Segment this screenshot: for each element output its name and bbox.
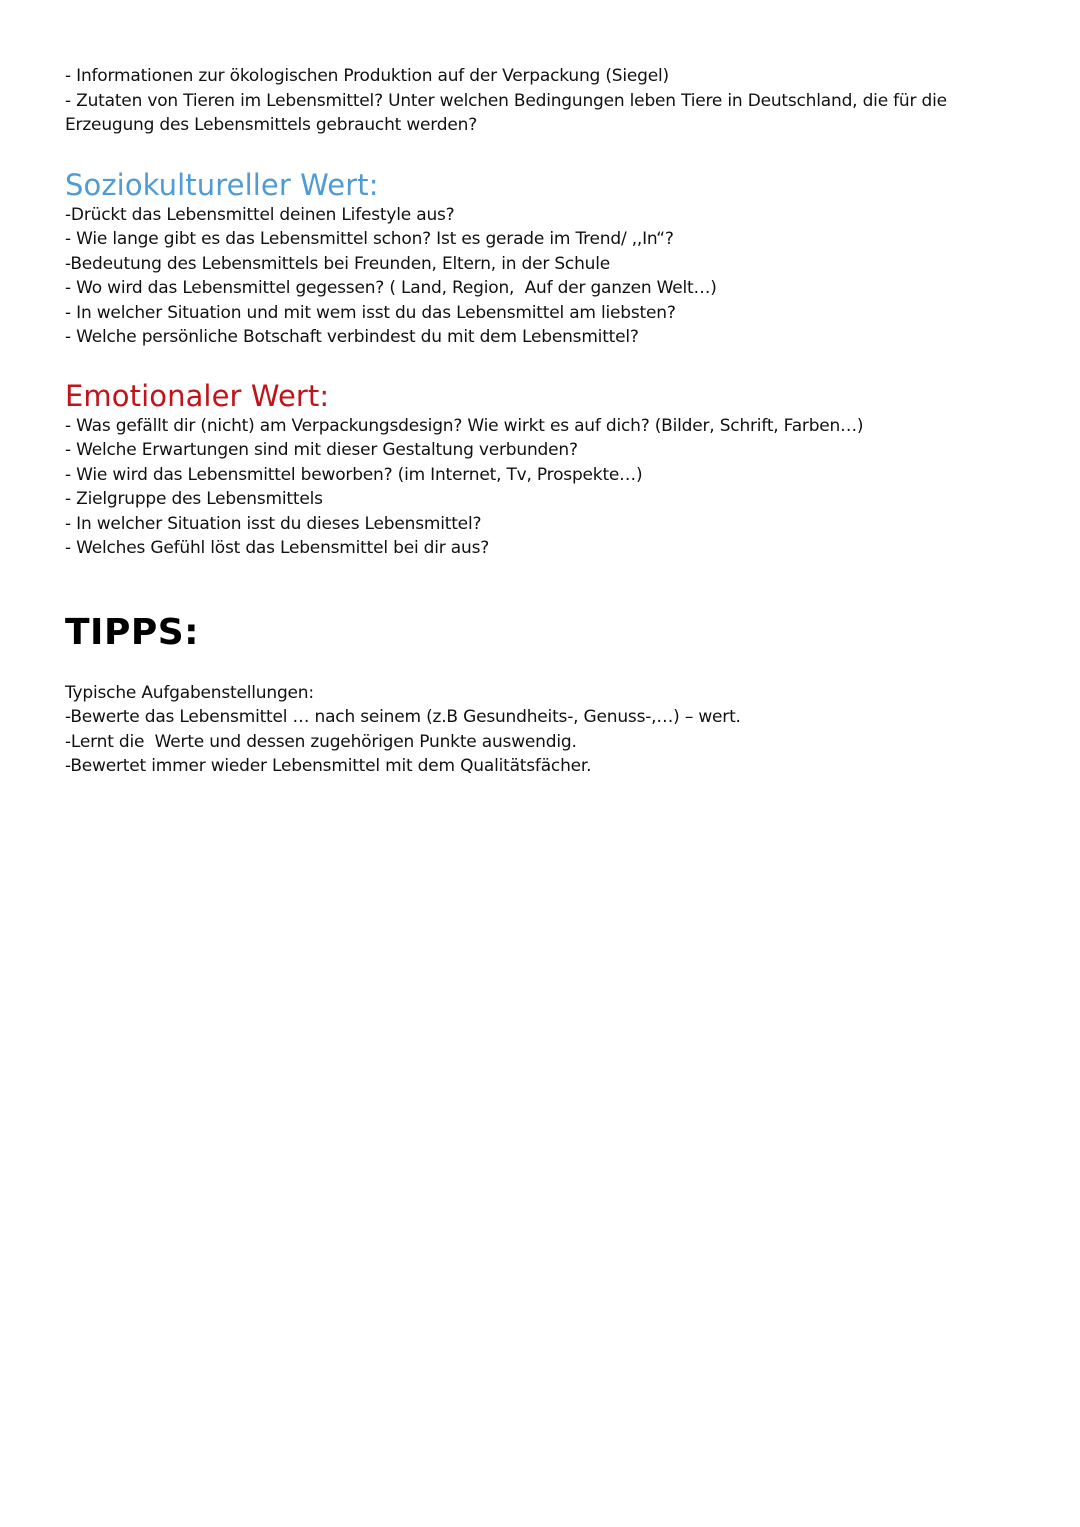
emotionaler-line: - In welcher Situation isst du dieses Lebensmittel? (65, 513, 482, 534)
tipps-line: Typische Aufgabenstellungen: (65, 682, 314, 703)
intro-list (65, 64, 1025, 138)
tipps-list (65, 681, 1025, 779)
emotionaler-line: - Wie wird das Lebensmittel beworben? (im Internet, Tv, Prospekte…) (65, 464, 643, 485)
soziokultureller-list (65, 203, 1025, 350)
emotionaler-line: - Welche Erwartungen sind mit dieser Gestaltung verbunden? (65, 440, 578, 460)
emotionaler-list (65, 414, 1025, 561)
emotionaler-line: - Was gefällt dir (nicht) am Verpackungsdesign? Wie wirkt es auf dich? (Bilder, Schrift, Farben…) (65, 415, 864, 436)
emotionaler-line: - Zielgruppe des Lebensmittels (65, 489, 323, 509)
soziokultureller-line: -Drückt das Lebensmittel deinen Lifestyle aus? (65, 204, 455, 225)
soziokultureller-heading: Soziokultureller Wert: (65, 167, 379, 202)
intro-line: - Informationen zur ökologischen Produktion auf der Verpackung (Siegel) (65, 66, 669, 86)
soziokultureller-line: - In welcher Situation und mit wem isst du das Lebensmittel am liebsten? (65, 302, 676, 323)
soziokultureller-line: - Wie lange gibt es das Lebensmittel schon? Ist es gerade im Trend/ ,,In“? (65, 229, 674, 249)
intro-line: Erzeugung des Lebensmittels gebraucht werden? (65, 115, 478, 135)
tipps-line: -Lernt die Werte und dessen zugehörigen Punkte auswendig. (65, 731, 577, 752)
emotionaler-heading: Emotionaler Wert: (65, 378, 330, 413)
soziokultureller-line: - Welche persönliche Botschaft verbindest du mit dem Lebensmittel? (65, 327, 639, 347)
soziokultureller-line: -Bedeutung des Lebensmittels bei Freunden, Eltern, in der Schule (65, 253, 611, 274)
tipps-heading: TIPPS: (65, 611, 200, 653)
document-page (65, 64, 1025, 779)
soziokultureller-line: - Wo wird das Lebensmittel gegessen? ( Land, Region, Auf der ganzen Welt…) (65, 278, 717, 298)
tipps-line: -Bewertet immer wieder Lebensmittel mit dem Qualitätsfächer. (65, 756, 592, 776)
emotionaler-line: - Welches Gefühl löst das Lebensmittel bei dir aus? (65, 538, 490, 558)
tipps-line: -Bewerte das Lebensmittel … nach seinem (z.B Gesundheits-, Genuss-,…) – wert. (65, 707, 741, 727)
intro-line: - Zutaten von Tieren im Lebensmittel? Unter welchen Bedingungen leben Tiere in Deutschland, die für die (65, 90, 947, 111)
